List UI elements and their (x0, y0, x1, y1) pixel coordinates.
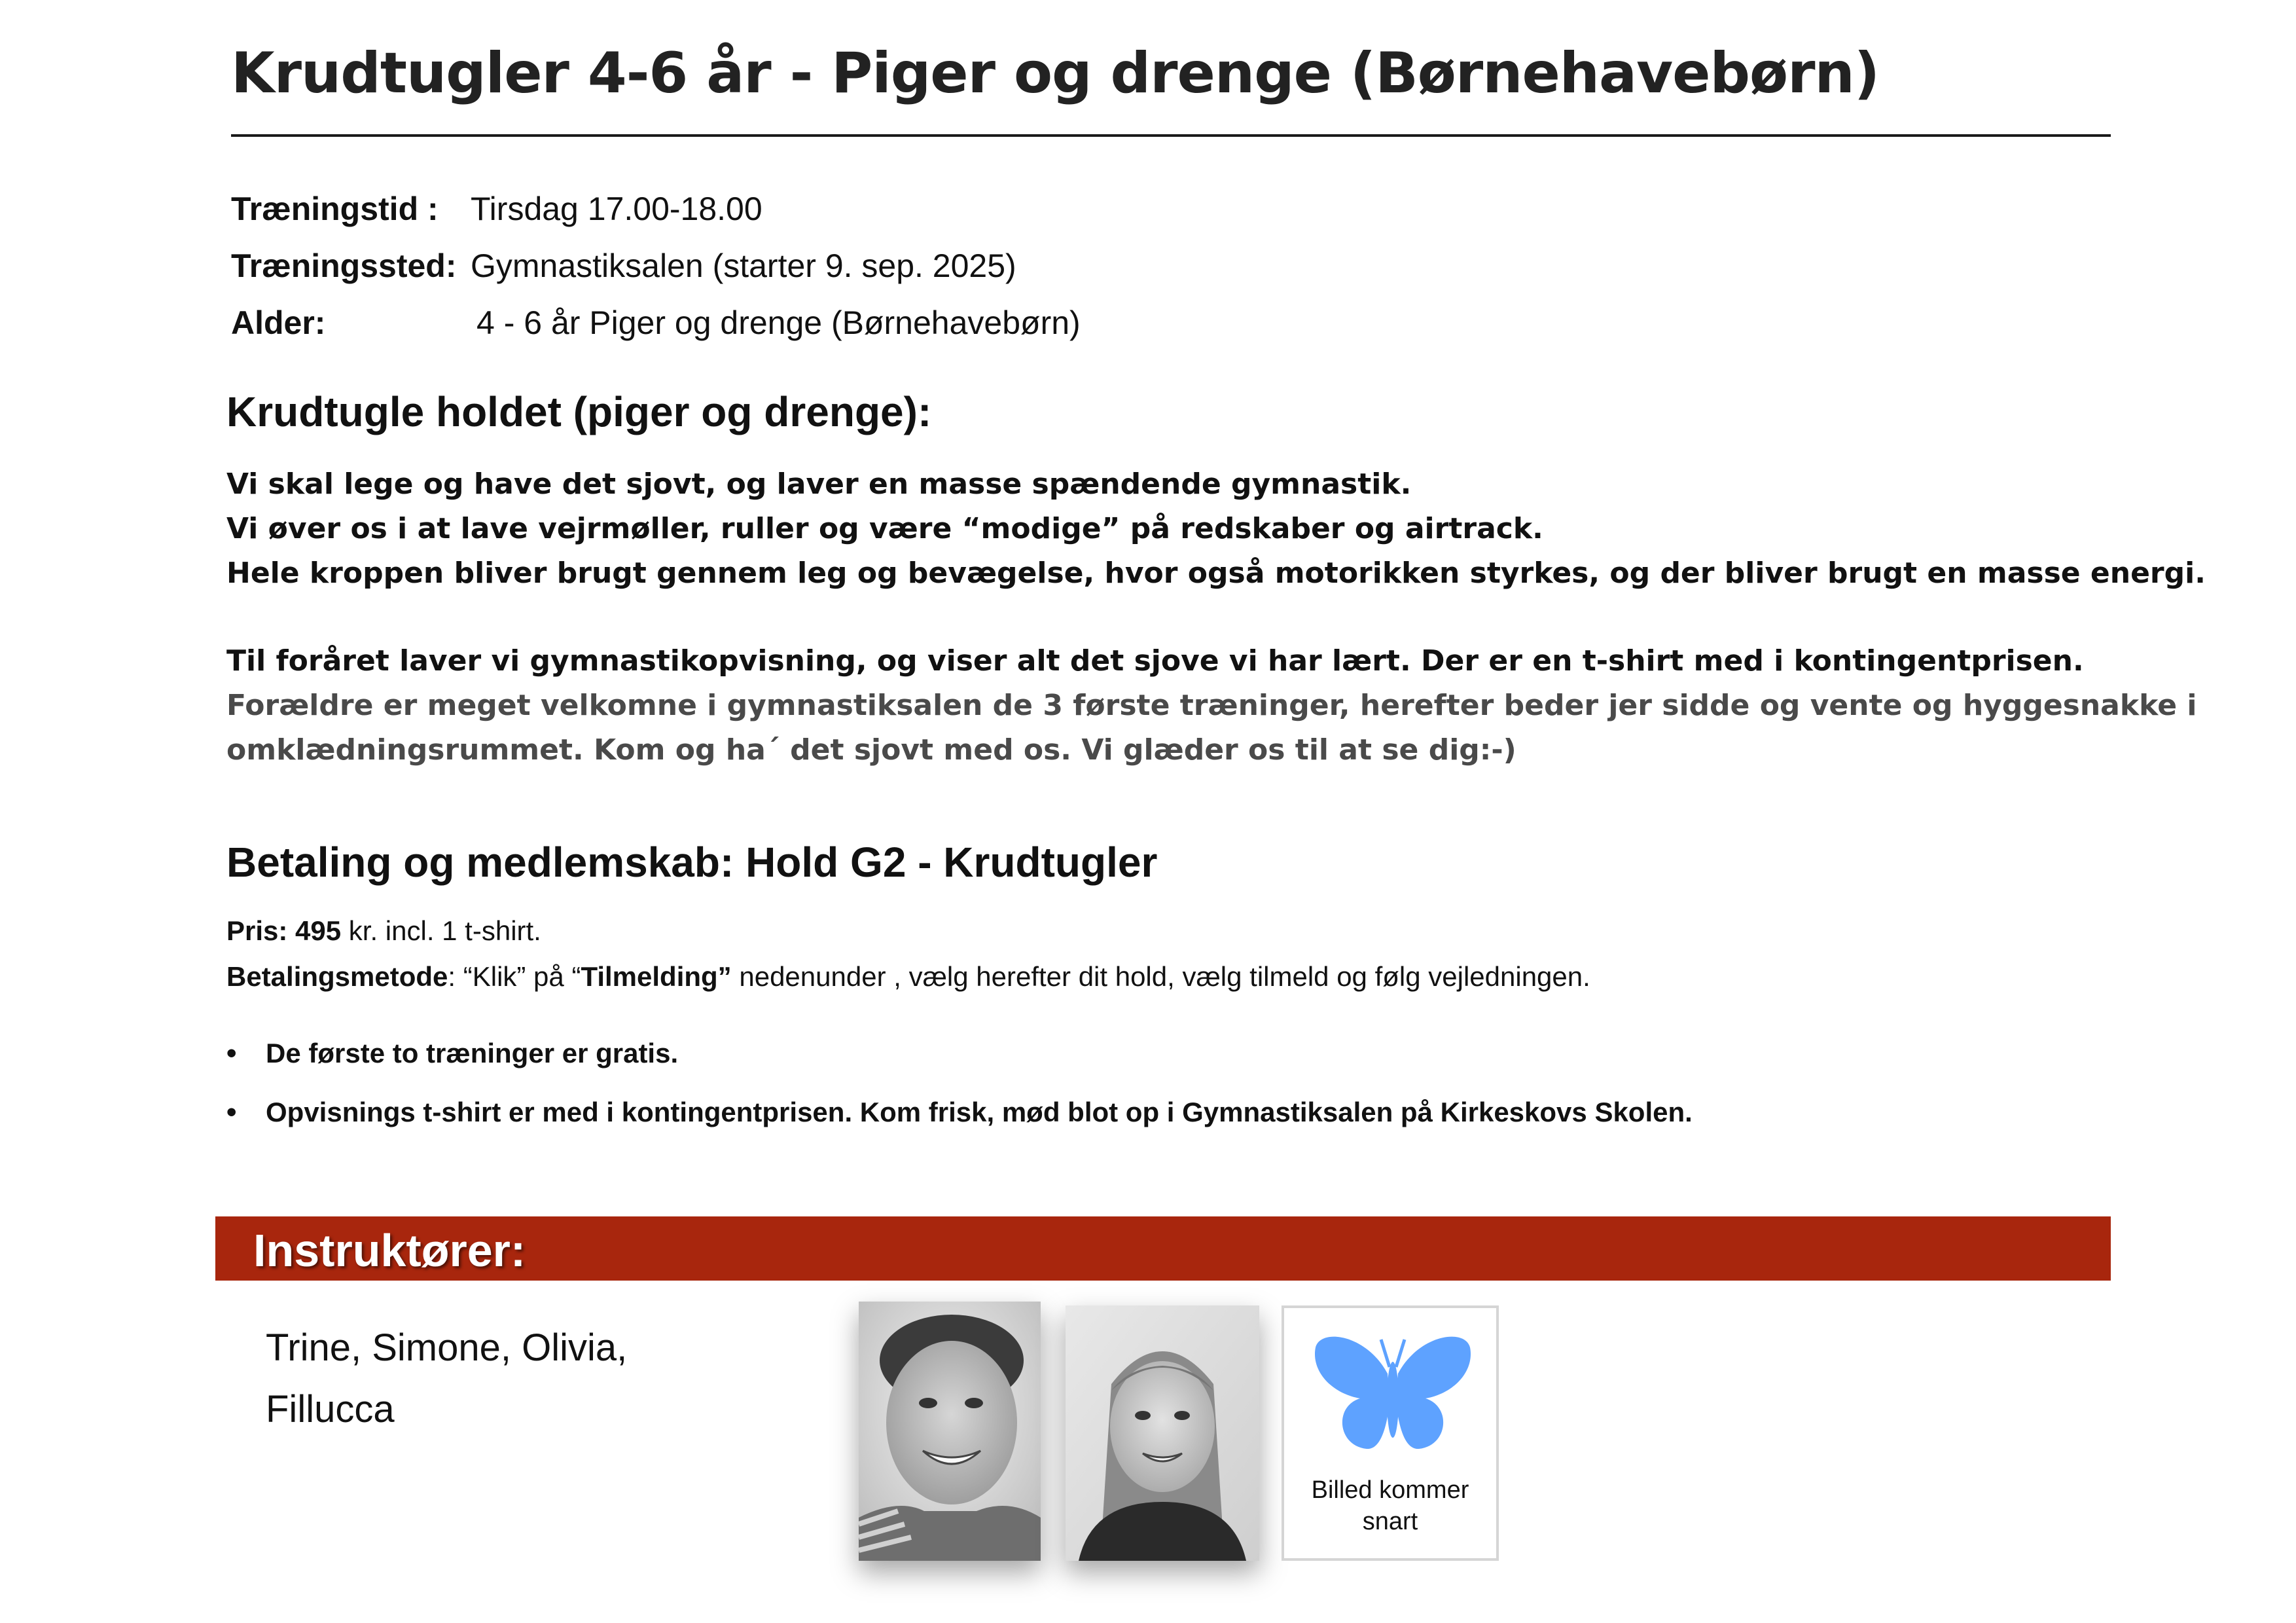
instructor-photo-2 (1066, 1305, 1259, 1561)
bullet-text: Opvisnings t-shirt er med i kontingentprisen. Kom frisk, mød blot op i Gymnastiksalen på Kirkeskovs Skolen. (266, 1097, 1693, 1127)
info-label: Alder: (231, 304, 326, 341)
description-line: Hele kroppen bliver brugt gennem leg og bevægelse, hvor også motorikken styrkes, og der bliver brugt en masse energi. (226, 556, 2206, 590)
caption-line: Billed kommer (1311, 1476, 1469, 1504)
team-description (226, 462, 2206, 596)
price-rest: kr. incl. 1 t-shirt. (341, 915, 541, 946)
portrait-image (1066, 1305, 1259, 1561)
names-line: Fillucca (266, 1388, 395, 1431)
caption-line: snart (1362, 1508, 1418, 1535)
info-value: Tirsdag 17.00-18.00 (471, 191, 762, 227)
page-title: Krudtugler 4-6 år - Piger og drenge (Børnehavebørn) (231, 41, 1880, 106)
description-line: Vi øver os i at lave vejrmøller, ruller og være “modige” på redskaber og airtrack. (226, 512, 1543, 545)
description-line: Vi skal lege og have det sjovt, og laver en masse spændende gymnastik. (226, 467, 1412, 501)
note-line: omklædningsrummet. Kom og ha´ det sjovt med os. Vi glæder os til at se dig:-) (226, 733, 1516, 767)
info-row-training-time (231, 190, 762, 228)
photo-placeholder (1282, 1305, 1499, 1561)
section-heading-team: Krudtugle holdet (piger og drenge): (226, 388, 932, 435)
method-text: nedenunder , vælg herefter dit hold, vælg tilmeld og følg vejledningen. (731, 961, 1590, 992)
bullet-item (226, 1096, 1693, 1129)
section-heading-payment: Betaling og medlemskab: Hold G2 - Krudtugler (226, 839, 1158, 886)
info-label: Træningstid : (231, 191, 439, 227)
signup-link[interactable]: Tilmelding” (581, 961, 732, 992)
price-line (226, 915, 541, 947)
bullet-icon: • (226, 1096, 237, 1128)
method-text: : “Klik” på “ (448, 961, 581, 992)
show-description: Til foråret laver vi gymnastikopvisning, og viser alt det sjove vi har lært. Der er en t-shirt med i kontingentprisen. (226, 644, 2084, 678)
method-label: Betalingsmetode (226, 961, 448, 992)
bullet-text: De første to træninger er gratis. (266, 1038, 679, 1068)
portrait-image (859, 1302, 1041, 1561)
butterfly-icon (1308, 1321, 1478, 1465)
info-row-age (231, 304, 1081, 342)
info-value: 4 - 6 år Piger og drenge (Børnehavebørn) (476, 304, 1081, 341)
price-label: Pris: (226, 915, 288, 946)
placeholder-caption (1284, 1474, 1496, 1537)
bullet-item (226, 1037, 678, 1070)
title-divider (231, 134, 2111, 137)
instructors-banner (215, 1216, 2111, 1281)
price-value: 495 (295, 915, 342, 946)
info-value: Gymnastiksalen (starter 9. sep. 2025) (471, 247, 1016, 284)
names-line: Trine, Simone, Olivia, (266, 1326, 628, 1369)
instructors-heading: Instruktører: (253, 1225, 526, 1276)
note-line: Forældre er meget velkomne i gymnastiksalen de 3 første træninger, herefter beder jer sidde og vente og hyggesnakke i (226, 689, 2197, 722)
instructor-names (266, 1317, 627, 1440)
info-row-training-place (231, 247, 1016, 285)
instructor-photo-1 (859, 1302, 1041, 1561)
payment-method-line (226, 961, 1590, 993)
bullet-icon: • (226, 1037, 237, 1069)
parents-note (226, 684, 2197, 773)
info-label: Træningssted: (231, 247, 457, 284)
